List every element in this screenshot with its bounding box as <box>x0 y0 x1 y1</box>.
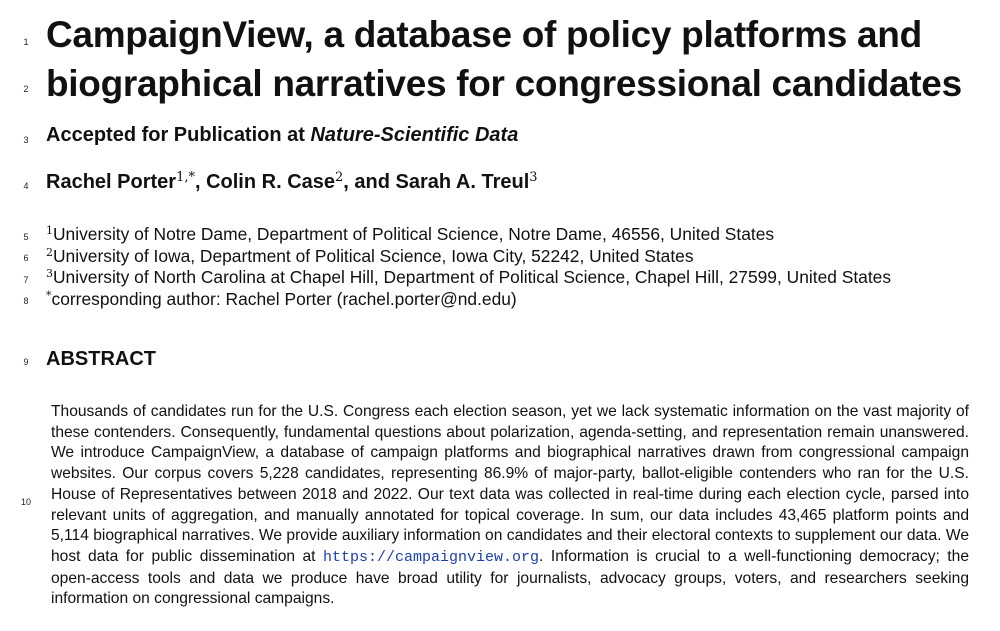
affiliation <box>46 224 891 246</box>
corresponding-author <box>46 289 891 311</box>
abstract-text-end: . Information is crucial to a well-functioning democracy; the open-access tools and data we produce have broad utility for journalists, advocacy groups, voters, and researchers seeking information on congressional campaigns. <box>51 547 969 608</box>
author-affiliation-mark: 2 <box>335 170 344 185</box>
line-number-8: 8 <box>23 296 29 306</box>
author-name: Colin R. Case <box>206 171 336 193</box>
abstract-text: Thousands of candidates run for the U.S. Congress each election season, yet we lack systematic information on the vast majority of these contenders. Consequently, fundamental questions about polarization, agenda-setting, and representation remain unanswered. We introduce CampaignView, a database of campaign platforms and biographical narratives drawn from congressional campaign websites. Our corpus covers 5,228 candidates, representing 86.9% of major-party, ballot-eligible contenders who ran for the U.S. House of Representatives between 2018 and 2022. Our text data was collected in real-time during each election cycle, parsed into relevant units of aggregation, and manually annotated for topical coverage. In sum, our data includes 43,465 platform points and 5,114 biographical narratives. We provide auxiliary information on candidates and their electoral contexts to supplement our data. We host data for public dissemination at <box>51 403 969 565</box>
author-list <box>46 171 538 194</box>
affiliation-text: University of North Carolina at Chapel Hill, Department of Political Science, Chapel Hill, 27599, United States <box>53 267 892 287</box>
affiliation <box>46 267 891 289</box>
affiliation-mark: * <box>46 288 52 302</box>
publication-status <box>46 124 518 147</box>
title-line-1: CampaignView, a database of policy platforms and <box>46 14 922 55</box>
affiliation-mark: 2 <box>46 245 53 259</box>
affiliation-list <box>46 224 891 310</box>
line-number-1: 1 <box>23 37 29 47</box>
line-number-7: 7 <box>23 275 29 285</box>
affiliation-mark: 1 <box>46 224 53 237</box>
author-separator: , <box>194 171 207 193</box>
line-number-9: 9 <box>23 357 29 367</box>
abstract-body <box>51 402 969 610</box>
line-number-4: 4 <box>23 181 29 191</box>
line-number-2: 2 <box>23 84 29 94</box>
affiliation-mark: 3 <box>46 267 53 280</box>
affiliation-text: University of Iowa, Department of Political Science, Iowa City, 52242, United States <box>53 245 694 266</box>
journal-name: Nature-Scientific Data <box>310 124 519 146</box>
author-affiliation-mark: 1,* <box>176 170 195 185</box>
author-separator: , and <box>343 171 396 193</box>
abstract-heading: ABSTRACT <box>46 348 156 370</box>
line-number-3: 3 <box>23 135 29 145</box>
corresponding-author-text: corresponding author: Rachel Porter (rachel.porter@nd.edu) <box>51 288 517 309</box>
publication-status-prefix: Accepted for Publication at <box>46 124 311 146</box>
affiliation-text: University of Notre Dame, Department of Political Science, Notre Dame, 46556, United States <box>53 224 775 244</box>
line-number-10: 10 <box>20 497 31 507</box>
author-name: Sarah A. Treul <box>395 171 530 193</box>
line-number-5: 5 <box>23 232 29 242</box>
paper-title <box>46 10 991 108</box>
author-name: Rachel Porter <box>46 171 177 193</box>
author-affiliation-mark: 3 <box>529 170 538 185</box>
affiliation <box>46 246 891 268</box>
abstract-url-link[interactable]: https://campaignview.org <box>323 548 540 566</box>
title-line-2: biographical narratives for congressional candidates <box>46 63 962 104</box>
line-number-6: 6 <box>23 253 29 263</box>
